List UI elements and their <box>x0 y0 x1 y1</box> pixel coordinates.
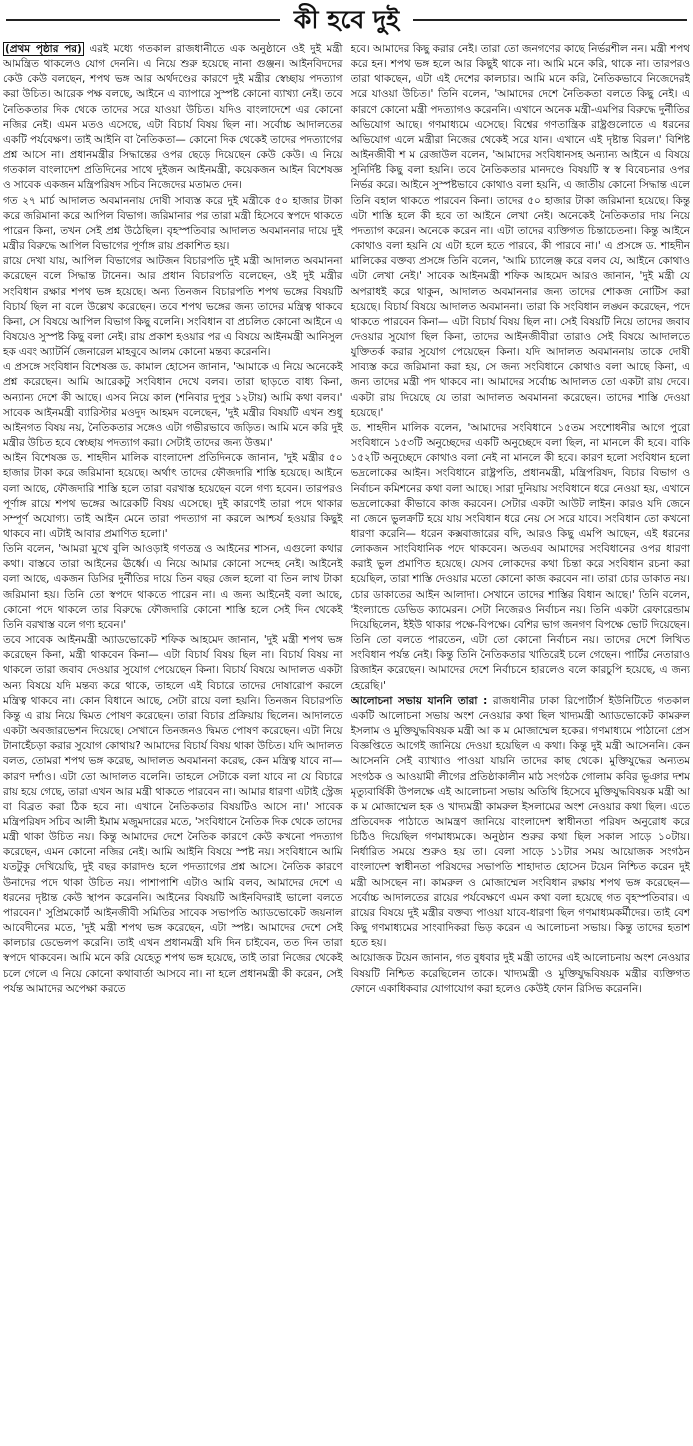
column-right <box>351 42 691 1444</box>
article-paragraph: ড. শাহদীন মালিক বলেন, 'আমাদের সংবিধানে ১৫তম সংশোধনীর আগে পুরো সংবিধানে ১৫৩টি অনুচ্ছেদের একটি অনুচ্ছেদে বলা ছিল, না মানলে কী হবে। বাকি ১৫২টি অনুচ্ছেদে কোথাও বলা নেই না মানলে কী হবে। কারণ হলো সংবিধান হলো ভদ্রলোকের আইন। সংবিধানে রাষ্ট্রপতি, প্রধানমন্ত্রী, মন্ত্রিপরিষদ, বিচার বিভাগ ও নির্বাচন কমিশনের কথা বলা আছে। সারা দুনিয়ায় সংবিধানে ধরে নেওয়া হয়, এখানে ভদ্রলোকেরা কীভাবে কাজ করবেন। সেটার একটা আউট লাইন। কারও যদি জেনে না জেনে ভুলক্রটি হয়ে যায় সংবিধান ধরে নেয় সে সরে যাবে। সংবিধান তো কখনো ধারণা করেনি— ধরেন কক্সবাজারের বদি, আরও কিছু এমপি আছেন, এই ধরনের লোকজন সাংবিধানিক পদে থাকবেন। অতএব আমাদের সংবিধানের ওপর ধারণা করাই ভুল প্রমাণিত হয়েছে। যেসব লোকদের কথা চিন্তা করে সংবিধান রচনা করা হয়েছিল, তারা শাস্তি দেওয়ার মতো কোনো কাজ করবেন না। তারা চোর ডাকাত নয়। চোর ডাকাতের আইন আলাদা। সেখানে তাদের শাস্তির বিধান আছে।' তিনি বলেন, 'ইংল্যান্ডে ডেভিড ক্যামেরন। সেটা নিজেরও নির্বাচন নয়। তিনি একটা রেফারেন্ডাম দিয়েছিলেন, ইইউ থাকার পক্ষে-বিপক্ষে। বেশির ভাগ জনগণ বিপক্ষে ভোট দিয়েছেন। তিনি তো বলতে পারতেন, এটা তো কোনো নির্বাচন নয়। তাদের দেশে লিখিত সংবিধান পর্যন্ত নেই। কিন্তু তিনি নৈতিকতার খাতিরেই চলে গেছেন। পার্টির নেতারাও রিজাইন করেছেন। আমাদের দেশে নির্বাচনে হারলেও বলে কারচুপি হয়েছে, এ জন্য হেরেছি।' <box>350 421 690 692</box>
article-paragraph: আইন বিশেষজ্ঞ ড. শাহদীন মালিক বাংলাদেশ প্রতিদিনকে জানান, 'দুই মন্ত্রীর ৫০ হাজার টাকা করে জরিমানা হয়েছে। অর্থাৎ তাদের ফৌজদারি শাস্তি হয়েছে। আইনে বলা আছে, ফৌজদারি শাস্তি হলে তারা বরখাস্ত হয়েছেন বলে গণ্য হবেন। তারপরও পূর্ণাঙ্গ রায়ে শপথ ভঙ্গের আরেকটি বিষয় এসেছে। দুই কারণেই তারা পদে থাকার সম্পূর্ণ অযোগ্য। তাই আইন মেনে তারা পদত্যাগ না করলে আশ্চর্য হওয়ার কিছুই থাকবে না। এটাই আবার প্রমাণিত হলো।' <box>3 452 343 540</box>
article-paragraph: গত ২৭ মার্চ আদালত অবমাননায় দোষী সাব্যস্ত করে দুই মন্ত্রীকে ৫০ হাজার টাকা করে জরিমানা করে আপিল বিভাগ। জরিমানার পর তারা মন্ত্রী হিসেবে স্বপদে থাকতে পারেন কিনা, তখন সেই প্রশ্ন উঠেছিল। বৃহস্পতিবার আদালত অবমাননার দায়ে দুই মন্ত্রীর বিরুদ্ধে আপিল বিভাগের পূর্ণাঙ্গ রায় প্রকাশিত হয়। <box>3 194 343 253</box>
article-paragraph <box>351 694 691 952</box>
paragraph-text: এরই মধ্যে গতকাল রাজধানীতে এক অনুষ্ঠানে ওই দুই মন্ত্রী আমন্ত্রিত থাকলেও যোগ দেননি। এ নিয়ে শুরু হয়েছে নানা গুঞ্জন। আইনবিদদের কেউ কেউ বলছেন, শপথ ভঙ্গ আর অর্থদণ্ডের কারণে দুই মন্ত্রীর স্বেচ্ছায় পদত্যাগ করা উচিত। আরেক পক্ষ বলছে, আইনে এ ব্যাপারে সুস্পষ্ট কোনো ব্যাখ্যা নেই। তবে নৈতিকতার দিক থেকে তাদের সরে যাওয়া উচিত। যদিও বাংলাদেশে এর কোনো নজির নেই। এমন মতও এসেছে, এটা বিচার্য বিষয় ছিল না। সর্বোচ্চ আদালতের একটি পর্যবেক্ষণ। তাই আইনি বা নৈতিকতা— কোনো দিক থেকেই তাদের পদত্যাগের প্রশ্ন আসে না। প্রধানমন্ত্রীর সিদ্ধান্তের ওপর ছেড়ে দিয়েছেন কেউ কেউ। এ নিয়ে গতকাল বাংলাদেশ প্রতিদিনের সাথে দুইজন আইনমন্ত্রী, কয়েকজন আইন বিশেষজ্ঞ ও সাবেক একজন মন্ত্রিপরিষদ সচিব নিজেদের মতামত দেন। <box>3 43 343 192</box>
lead-in-label: (প্রথম পৃষ্ঠার পর) <box>5 43 82 55</box>
article-paragraph: হবে। আমাদের কিছু করার নেই। তারা তো জনগণের কাছে নির্ভরশীল নন। মন্ত্রী শপথ করে হন। শপথ ভঙ্গ হলে আর কিছুই থাকে না। আমি মনে করি, থাকে না। তারপরও তারা থাকছেন, এটা এই দেশের কালচার। আমি মনে করি, নৈতিকভাবে নিজেদেরই সরে যাওয়া উচিত।' তিনি বলেন, 'আমাদের দেশে নৈতিকতা বলতে কিছু নেই। এ কারণে কোনো মন্ত্রী পদত্যাগও করেননি। এখানে অনেক মন্ত্রী-এমপির বিরুদ্ধে দুর্নীতির অভিযোগ আছে। গণমাধ্যমে এসেছে। বিশ্বের গণতান্ত্রিক রাষ্ট্রগুলোতে এ ধরনের অভিযোগ এলে মন্ত্রীরা নিজের থেকেই সরে যান। এখানে এই দৃষ্টান্ত বিরল।' বিশিষ্ট আইনজীবী শ ম রেজাউল বলেন, 'আমাদের সংবিধানসহ অন্যান্য আইনে এ বিষয়ে সুনির্দিষ্ট কিছু বলা হয়নি। তবে নৈতিকতার মানদণ্ডে বিষয়টি স্ব স্ব বিবেচনার ওপর নির্ভর করে। আইনে সুস্পষ্টভাবে কোথাও বলা হয়নি, এ জাতীয় কোনো সিদ্ধান্ত এলে তিনি বহাল থাকতে পারবেন কিনা। তাদের ৫০ হাজার টাকা জরিমানা হয়েছে। কিন্তু এটা শাস্তি হলে কী হবে তা আইনে লেখা নেই। অনেকেই নৈতিকতার দায় নিয়ে পদত্যাগ করেন। অনেকে করেন না। এটা তাদের ব্যক্তিগত চিন্তাচেতনা। কিন্তু আইনে কোথাও বলা হয়নি যে এটা হলে হতে পারবে, কী পারবে না।' এ প্রসঙ্গে ড. শাহদীন মালিকের বক্তব্য প্রসঙ্গে তিনি বলেন, 'আমি চ্যালেঞ্জ করে বলব যে, আইনে কোথাও এটা লেখা নেই।' সাবেক আইনমন্ত্রী শফিক আহমেদ আরও জানান, 'দুই মন্ত্রী যে অপরাধই করে থাকুন, আদালত অবমাননার জন্য তাদের শোকজ নোটিস করা হয়েছে। বিচার্য বিষয়ে আদালত অবমাননা। তারা কি সংবিধান লঙ্ঘন করেছেন, পদে থাকতে পারবেন কিনা— এটা বিচার্য বিষয় ছিল না। সেই বিষয়টি নিয়ে তাদের জবাব দেওয়ার সুযোগ ছিল কিনা, তাদের আইনজীবীরা তারাও সেই বিষয়ে আদালতে যুক্তিতর্ক করার সুযোগ পেয়েছেন কিনা। যদি আদালত অবমাননায় তাকে দোষী সাব্যস্ত করে জরিমানা করা হয়, সে জন্য সংবিধানে কোথাও বলা আছে কিনা, এ জন্য তাদের মন্ত্রী পদ থাকবে না। আমাদের সর্বোচ্চ আদালত তো একটা রায় দেবে। একটা রায় দিয়েছে যে তারা আদালত অবমাননা করেছেন। তাদের শাস্তি দেওয়া হয়েছে।' <box>350 43 690 419</box>
article-paragraph: তবে সাবেক আইনমন্ত্রী অ্যাডভোকেট শফিক আহমেদ জানান, 'দুই মন্ত্রী শপথ ভঙ্গ করেছেন কিনা, মন্ত্রী থাকবেন কিনা— এটা বিচার্য বিষয় ছিল না। বিচার্য বিষয় না থাকলে তারা জবাব দেওয়ার সুযোগ পেয়েছেন কিনা। বিচার্য বিষয়ে আদালত একটা অন্য বিষয়ে যদি মন্তব্য করে থাকে, তাহলে এই বিচারে তাদের দোষারোপ করলে মন্ত্রিত্ব থাকবে না। কোন বিধানে আছে, সেটা রায়ে বলা হয়নি। তিনজন বিচারপতি কিন্তু এ রায় নিয়ে দ্বিমত পোষণ করেছেন। তারা বিচার প্রক্রিয়ায় ছিলেন। আদালতে একটা অবজারভেশন দিয়েছে। সেখানে তিনজনও দ্বিমত পোষণ করেছেন। এটা নিয়ে টানাহেঁচড়া করার সুযোগ কোথায়? আমাদের বিচার্য বিষয় থাকা উচিত। যদি আদালত বলত, তোমরা শপথ ভঙ্গ করেছ, আদালত অবমাননা করেছ, কেন মন্ত্রিত্ব যাবে না— কারণ দর্শাও। এটা তো আদালত বলেনি। তাহলে সেটাকে বলা যাবে না যে বিচারে রায় হয়ে গেছে, তারা এখন আর মন্ত্রী থাকতে পারবেন না। আমার ধারণা এটাই স্ট্রেজ বা বিব্রত করা ঠিক হবে না। এখানে নৈতিকতার বিষয়টিও আসে না।' সাবেক মন্ত্রিপরিষদ সচিব আলী ইমাম মজুমদারের মতে, 'সংবিধানে নৈতিক দিক থেকে তাদের মন্ত্রী থাকা উচিত নয়। কিন্তু আমাদের দেশে নৈতিক কারণে কেউ কখনো পদত্যাগ করেছেন, এমন কোনো নজির নেই। আমি আইনি বিষয়ে স্পষ্ট নয়। সংবিধানে আমি যতটুকু দেখিয়েছি, দুই বছর কারাদণ্ড হলে পদত্যাগের প্রশ্ন আসে। নৈতিক কারণে উনাদের পদে থাকা উচিত নয়। পাশাপাশি এটাও আমি বলব, আমাদের দেশে এ ধরনের দৃষ্টান্ত কেউ স্থাপন করেননি। আইনের বিষয়টি আইনবিদরাই ভালো বলতে পারবেন।' সুপ্রিমকোর্ট আইনজীবী সমিতির সাবেক সভাপতি অ্যাডভোকেট জয়নাল আবেদীনের মতে, 'দুই মন্ত্রী শপথ ভঙ্গ করেছেন, এটা স্পষ্ট। আমাদের দেশে সেই কালচার ডেভেলপ করেনি। তাই এখন প্রধানমন্ত্রী যদি দিন চাইবেন, তত দিন তারা স্বপদে থাকবেন। আমি মনে করি যেহেতু শপথ ভঙ্গ হয়েছে, তাই তারা নিজের থেকেই চলে গেলে এ নিয়ে কোনো কথাবার্তা আসবে না। না হলে প্রধানমন্ত্রী কী করেন, সেই পর্যন্ত আমাদের অপেক্ষা করতে <box>3 634 343 995</box>
article-paragraph: রায়ে দেখা যায়, আপিল বিভাগের আটজন বিচারপতি দুই মন্ত্রী আদালত অবমাননা করেছেন বলে সিদ্ধান্ত টানেন। আর প্রধান বিচারপতি বলেছেন, ওই দুই মন্ত্রীর সংবিধান রক্ষার শপথ ভঙ্গ হয়েছে। অন্য তিনজন বিচারপতি শপথ ভঙ্গের বিষয়টি বিচার্য ছিল না বলে উল্লেখ করেছেন। তবে শপথ ভঙ্গের জন্য তাদের মন্ত্রিত্ব থাকবে কিনা, সে বিষয়ে আপিল বিভাগ কিছু বলেনি। সংবিধান বা প্রচলিত কোনো আইনে এ বিষয়েও সুস্পষ্ট কিছু বলা নেই। রায় প্রকাশ হওয়ার পর এ বিষয়ে আইনমন্ত্রী আনিসুল হক এবং অ্যাটর্নি জেনারেল মাহবুবে আলম কোনো মন্তব্য করেননি। <box>3 255 343 359</box>
article-paragraph: এ প্রসঙ্গে সংবিধান বিশেষজ্ঞ ড. কামাল হোসেন জানান, 'আমাকে এ নিয়ে অনেকেই প্রশ্ন করেছেন। আমি আরেকটু সংবিধান দেখে বলব। তারা ছাড়তে বাধ্য কিনা, অন্যান্য দেশে কী আছে। এসব নিয়ে কাল (শনিবার দুপুর ১২টায়) আমি কথা বলব।' সাবেক আইনমন্ত্রী ব্যারিস্টার মওদুদ আহমদ বলেছেন, 'দুই মন্ত্রীর বিষয়টি এখন শুধু আইনগত বিষয় নয়, নৈতিকতার সঙ্গেও এটা গভীরভাবে জড়িত। আমি মনে করি দুই মন্ত্রীর উচিত হবে স্বেচ্ছায় পদত্যাগ করা। সেটাই তাদের জন্য উত্তম।' <box>3 361 343 450</box>
article-columns <box>3 42 690 1444</box>
column-left <box>3 42 343 1444</box>
headline-bar <box>3 0 690 40</box>
section-subhead: আলোচনা সভায় যাননি তারা : <box>350 694 488 707</box>
paragraph-text: রাজধানীর ঢাকা রিপোর্টার্স ইউনিটিতে গতকাল একটি আলোচনা সভায় অংশ নেওয়ার কথা ছিল খাদ্যমন্ত্রী অ্যাডভোকেট কামরুল ইসলাম ও মুক্তিযুদ্ধবিষয়ক মন্ত্রী আ ক ম মোজাম্মেল হকের। গণমাধ্যমে পাঠানো প্রেস বিজ্ঞপ্তিতে আগেই জানিয়ে দেওয়া হয়েছিল এ কথা। কিন্তু দুই মন্ত্রী আসেননি। কেন আসেননি সেই ব্যাখ্যাও পাওয়া যায়নি তাদের কাছ থেকে। মুক্তিযুদ্ধের অন্যতম সংগঠক ও আওয়ামী লীগের প্রতিষ্ঠাকালীন মাঠ সংগঠক গোলাম কবির ভূঞার দশম মৃত্যুবার্ষিকী উপলক্ষে এই আলোচনা সভায় অতিথি হিসেবে মুক্তিযুদ্ধবিষয়ক মন্ত্রী আ ক ম মোজাম্মেল হক ও খাদ্যমন্ত্রী কামরুল ইসলামের অংশ নেওয়ার কথা ছিল। এতে প্রতিবেদক পাঠাতে আমন্ত্রণ জানিয়ে বাংলাদেশ স্বাধীনতা পরিষদ অনুরোধ করে চিঠিও দিয়েছিল গণমাধ্যমকে। অনুষ্ঠান শুরুর কথা ছিল সকাল সাড়ে ১০টায়। নির্ধারিত সময়ে শুরুও হয় তা। বেলা সাড়ে ১১টার সময় আয়োজক সংগঠন বাংলাদেশ স্বাধীনতা পরিষদের সভাপতি শাহাদাত হোসেন টয়েন নিশ্চিত করেন দুই মন্ত্রী আসছেন না। কামরুল ও মোজাম্মেল সংবিধান রক্ষায় শপথ ভঙ্গ করেছেন— সর্বোচ্চ আদালতের রায়ের পর্যবেক্ষণে এমন কথা বলা হয়েছে গত বৃহস্পতিবার। এ রায়ের বিষয়ে দুই মন্ত্রীর বক্তব্য পাওয়া যাবে-ধারণা ছিল গণমাধ্যমকর্মীদের। তাই বেশ কিছু গণমাধ্যমের সাংবাদিকরা ভিড় করেন এ আলোচনা সভায়। কিন্তু তাদের হতাশ হতে হয়। <box>350 694 690 950</box>
article-paragraph <box>3 42 343 194</box>
article-paragraph: তিনি বলেন, 'আমরা মুখে বুলি আওড়াই গণতন্ত্র ও আইনের শাসন, এগুলো কথার কথা। বাস্তবে তারা আইনের ঊর্ধ্বে। এ নিয়ে আমার কোনো সন্দেহ নেই। আইনেই বলা আছে, একজন ডিসির দুর্নীতির দায়ে তিন বছর জেল হলো বা তিন লাখ টাকা জরিমানা হয়। তিনি তো স্বপদে থাকতে পারেন না। এ জন্য আইনেই বলা আছে, কোনো পদে থাকলে তার বিরুদ্ধে ফৌজদারি কোনো শাস্তি হলে সেই দিন থেকেই তিনি বরখাস্ত বলে গণ্য হবেন।' <box>3 543 343 631</box>
article-paragraph: আয়োজক টয়েন জানান, গত বুধবার দুই মন্ত্রী তাদের এই আলোচনায় অংশ নেওয়ার বিষয়টি নিশ্চিত করেছিলেন তাকে। খাদ্যমন্ত্রী ও মুক্তিযুদ্ধবিষয়ক মন্ত্রীর ব্যক্তিগত ফোনে একাধিকবার যোগাযোগ করা হলেও কেউই ফোন রিসিভ করেননি। <box>350 952 690 995</box>
article-headline: কী হবে দুই <box>280 2 413 38</box>
